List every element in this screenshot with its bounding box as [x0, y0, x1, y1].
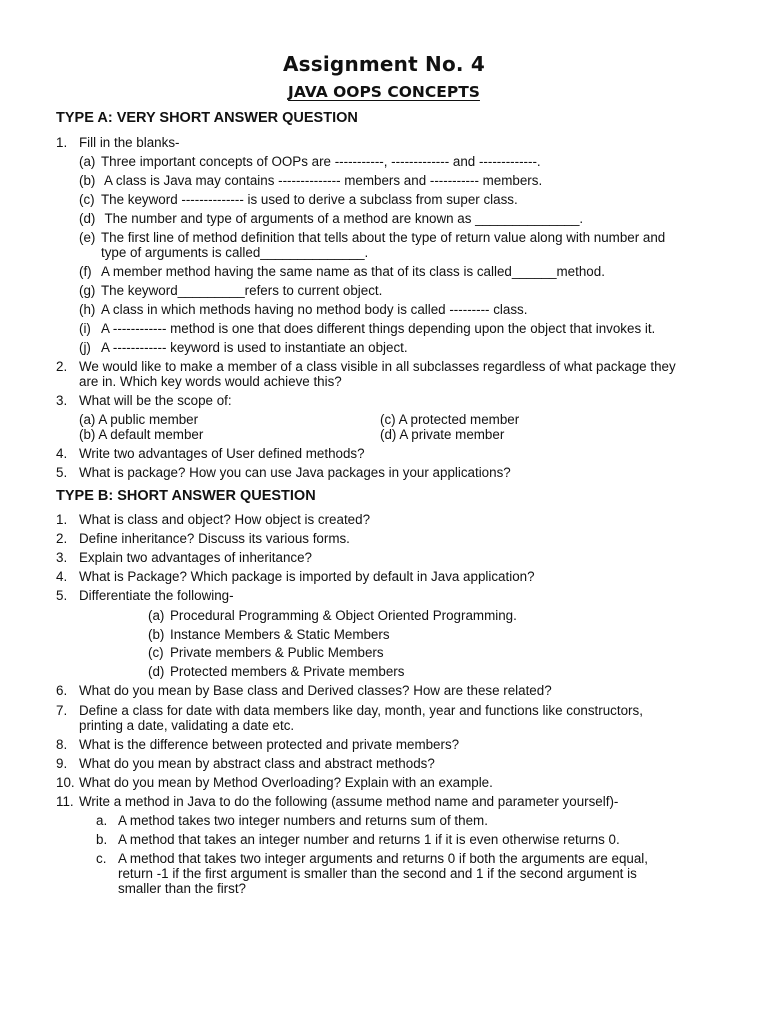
- question-number: 2.: [56, 359, 68, 374]
- page-title: Assignment No. 4: [282, 52, 486, 76]
- question-text: Define inheritance? Discuss its various forms.: [79, 531, 350, 546]
- list-item: [79, 302, 527, 317]
- list-item: [79, 192, 518, 207]
- question-text: What do you mean by Method Overloading? Explain with an example.: [79, 775, 493, 790]
- list-item: [79, 264, 605, 279]
- question-text: Write a method in Java to do the following (assume method name and parameter yourself)-: [79, 794, 619, 809]
- list-item: [79, 283, 382, 298]
- question-text: Differentiate the following-: [79, 588, 234, 603]
- question-number: 2.: [56, 531, 68, 546]
- item-text: The keyword -------------- is used to derive a subclass from super class.: [101, 192, 518, 207]
- item-marker: (a): [148, 608, 165, 623]
- item-marker: a.: [96, 813, 108, 828]
- item-text: A method that takes an integer number and returns 1 if it is even otherwise returns 0.: [118, 832, 620, 847]
- list-item: [79, 173, 542, 188]
- item-marker: (h): [79, 302, 96, 317]
- list-item: [79, 230, 665, 245]
- item-text-continued: smaller than the first?: [118, 881, 247, 896]
- question-text: We would like to make a member of a class visible in all subclasses regardless of what package they: [79, 359, 676, 374]
- item-marker: (g): [79, 283, 96, 298]
- question-number: 3.: [56, 393, 68, 408]
- list-item: [148, 608, 517, 623]
- question-text: What is class and object? How object is created?: [79, 512, 371, 527]
- item-marker: (b): [79, 173, 96, 188]
- item-marker: (d): [79, 211, 96, 226]
- item-text: Protected members & Private members: [170, 664, 405, 679]
- item-marker: (e): [79, 230, 96, 245]
- item-text: The keyword_________refers to current object.: [101, 283, 383, 298]
- question-text: What do you mean by Base class and Derived classes? How are these related?: [79, 683, 552, 698]
- scope-option: (b) A default member: [79, 427, 204, 442]
- list-item: [79, 321, 655, 336]
- item-marker: (j): [79, 340, 91, 355]
- question-number: 1.: [56, 512, 68, 527]
- item-text: A class in which methods having no method body is called --------- class.: [101, 302, 528, 317]
- item-marker: (i): [79, 321, 91, 336]
- question-text: Fill in the blanks-: [79, 135, 180, 150]
- question-number: 7.: [56, 703, 68, 718]
- item-marker: (d): [148, 664, 165, 679]
- list-item: [148, 627, 390, 642]
- list-item: [79, 154, 541, 169]
- question-text: What is Package? Which package is imported by default in Java application?: [79, 569, 535, 584]
- item-marker: (f): [79, 264, 92, 279]
- list-item: [96, 851, 648, 866]
- item-text: Procedural Programming & Object Oriented Programming.: [170, 608, 517, 623]
- question-text: Define a class for date with data members like day, month, year and functions like constructors,: [79, 703, 643, 718]
- question-text: What is the difference between protected and private members?: [79, 737, 460, 752]
- item-text: A class is Java may contains -------------- members and ----------- members.: [101, 173, 543, 188]
- list-item: [96, 832, 620, 847]
- question-text: Explain two advantages of inheritance?: [79, 550, 313, 565]
- item-text: A method that takes two integer arguments and returns 0 if both the arguments are equal,: [118, 851, 648, 866]
- item-text-continued: type of arguments is called______________.: [101, 245, 369, 260]
- question-number: 4.: [56, 446, 68, 461]
- section-b-heading: TYPE B: SHORT ANSWER QUESTION: [56, 488, 316, 504]
- question-text: What do you mean by abstract class and abstract methods?: [79, 756, 435, 771]
- item-text-continued: return -1 if the first argument is smaller than the second and 1 if the second argument is: [118, 866, 637, 881]
- item-text: The number and type of arguments of a method are known as ______________.: [101, 211, 584, 226]
- scope-option: (c) A protected member: [380, 412, 520, 427]
- item-text: Instance Members & Static Members: [170, 627, 390, 642]
- question-text-continued: printing a date, validating a date etc.: [79, 718, 295, 733]
- question-text: Write two advantages of User defined methods?: [79, 446, 365, 461]
- question-text: What will be the scope of:: [79, 393, 232, 408]
- page-subtitle: JAVA OOPS CONCEPTS: [288, 83, 480, 101]
- item-marker: b.: [96, 832, 108, 847]
- item-text: A method takes two integer numbers and returns sum of them.: [118, 813, 488, 828]
- question-number: 5.: [56, 465, 68, 480]
- question-text-continued: are in. Which key words would achieve this?: [79, 374, 342, 389]
- question-number: 6.: [56, 683, 68, 698]
- question-number: 11.: [56, 794, 74, 809]
- item-text: A ------------ keyword is used to instantiate an object.: [101, 340, 408, 355]
- item-text: The first line of method definition that tells about the type of return value along with number and: [101, 230, 666, 245]
- question-number: 9.: [56, 756, 68, 771]
- item-text: Three important concepts of OOPs are -----------, ------------- and -------------.: [101, 154, 541, 169]
- list-item: [79, 340, 408, 355]
- item-text: Private members & Public Members: [170, 645, 384, 660]
- question-number: 1.: [56, 135, 68, 150]
- item-marker: (b): [148, 627, 165, 642]
- question-number: 5.: [56, 588, 68, 603]
- scope-option: (a) A public member: [79, 412, 199, 427]
- question-number: 4.: [56, 569, 68, 584]
- list-item: [96, 813, 488, 828]
- question-text: What is package? How you can use Java packages in your applications?: [79, 465, 511, 480]
- item-marker: (a): [79, 154, 96, 169]
- list-item: [148, 645, 384, 660]
- question-number: 3.: [56, 550, 68, 565]
- item-marker: (c): [148, 645, 164, 660]
- section-a-heading: TYPE A: VERY SHORT ANSWER QUESTION: [56, 110, 358, 126]
- question-number: 8.: [56, 737, 68, 752]
- scope-option: (d) A private member: [380, 427, 505, 442]
- question-number: 10.: [56, 775, 75, 790]
- item-marker: c.: [96, 851, 107, 866]
- list-item: [79, 211, 583, 226]
- item-marker: (c): [79, 192, 95, 207]
- list-item: [148, 664, 404, 679]
- item-text: A ------------ method is one that does different things depending upon the object that invokes it.: [101, 321, 656, 336]
- item-text: A member method having the same name as that of its class is called______method.: [101, 264, 605, 279]
